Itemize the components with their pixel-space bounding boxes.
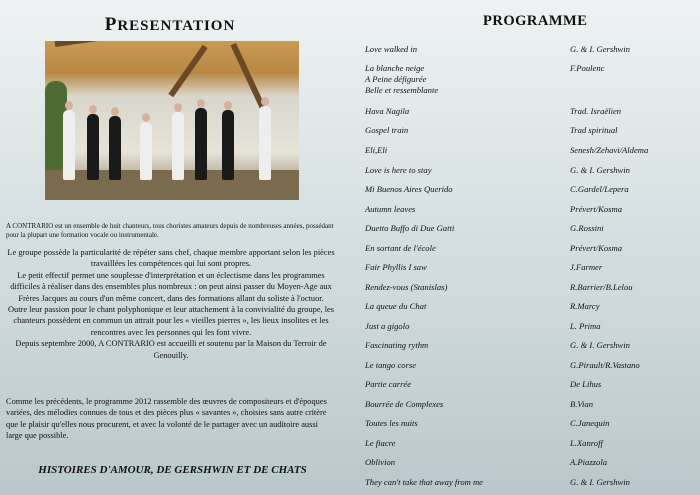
composer: C.Janequin [570,418,610,428]
song-title: Oblivion [365,457,396,467]
choir-photo [45,41,299,200]
song-title: Toutes les nuits [365,418,418,428]
song-title: Rendez-vous (Stanislas) [365,282,448,292]
composer: C.Gardel/Lepera [570,184,629,194]
composer: De Lihus [570,379,602,389]
song-title: La blanche neige A Peine défigurée Belle et ressemblante [365,63,439,95]
song-title: Hava Nagila [365,106,410,116]
song-title: Mi Buenos Aires Querido [365,184,453,194]
song-title: Love is here to stay [365,165,432,175]
song-title: Le tango corse [365,360,417,370]
composer: Trad spiritual [570,125,618,135]
song-title: Le fiacre [365,438,396,448]
composer: Senesh/Zehavi/Aldema [570,145,649,155]
song-title: La queue du Chat [365,301,427,311]
paragraph-4: Depuis septembre 2000, A CONTRARIO est accueilli et soutenu par la Maison du Terroir de Genouilly. [15,339,327,360]
paragraph-3: Outre leur passion pour le chant polyphonique et leur attachement à la convivialité du groupe, les chanteurs possèdent en commun un attrait pour les « vieilles pierres », les lieux insolites et les rencontres avec les personnes qui les font vivre. [7,305,335,337]
intro-text: A CONTRARIO est un ensemble de huit chanteurs, tous choristes amateurs depuis de nombreuses années, possédant pour la plupart une formation vocale ou instrumentale. [6,222,334,239]
paragraph-5: Comme les précédents, le programme 2012 rassemble des œuvres de compositeurs et d'époques variées, des mélodies connues de tous et des pièces plus « savantes », choisies sans autre critère que le plaisir qu'elles nous procurent, et avec la volonté de le partager avec un auditoire aussi large que possible. [6,397,327,441]
song-title: Duetto Buffo di Due Gatti [365,223,455,233]
composer: G.Pirault/R.Vastano [570,360,640,370]
song-title: They can't take that away from me [365,477,483,487]
paragraph-2: Le petit effectif permet une souplesse d'interprétation et un éclectisme dans les programmes difficiles à réaliser dans des ensembles plus nombreux : on peut ainsi passer du Moyen-Age aux Frères Jacques au cours d'un même concert, dans des formations allant du soliste à l'octuor. [10,270,332,303]
composer: R.Marcy [570,301,600,311]
motto: HISTOIRES D'AMOUR, DE GERSHWIN ET DE CHATS [38,464,307,476]
song-title: Autumn leaves [365,204,416,214]
song-title: Love walked in [365,44,418,54]
composer: G. & I. Gershwin [570,165,630,175]
composer: B.Vian [570,399,593,409]
presentation-panel [0,0,345,495]
presentation-body [6,247,336,361]
song-title: Eli,Eli [365,145,388,155]
programme-title: PROGRAMME [483,13,588,29]
song-title: Just a gigolo [365,321,410,331]
composer: Trad. Israëlien [570,106,622,116]
composer: G.Rossini [570,223,604,233]
composer: L. Prima [570,321,601,331]
composer: L.Xanroff [570,438,603,448]
composer: F.Poulenc [570,63,605,73]
song-title: Partie carrée [365,379,412,389]
composer: R.Barrier/B.Lelou [570,282,633,292]
composer: Prévert/Kosma [570,243,623,253]
composer: G. & I. Gershwin [570,340,630,350]
song-title: Fair Phyllis I saw [365,262,427,272]
song-title: Fascinating rythm [365,340,429,350]
paragraph-1: Le groupe possède la particularité de répéter sans chef, chaque membre apportant selon les pièces travaillées les compétences qui lui sont propres. [7,248,335,269]
composer: G. & I. Gershwin [570,44,630,54]
composer: J.Farmer [570,262,603,272]
composer: A.Piazzola [570,457,608,467]
presentation-title: PRESENTATION [104,14,236,35]
composer: Prévert/Kosma [570,204,623,214]
song-title: Gospel train [365,125,409,135]
song-title: Bourrée de Complexes [365,399,444,409]
composer: G. & I. Gershwin [570,477,630,487]
song-title: En sortant de l'école [365,243,436,253]
